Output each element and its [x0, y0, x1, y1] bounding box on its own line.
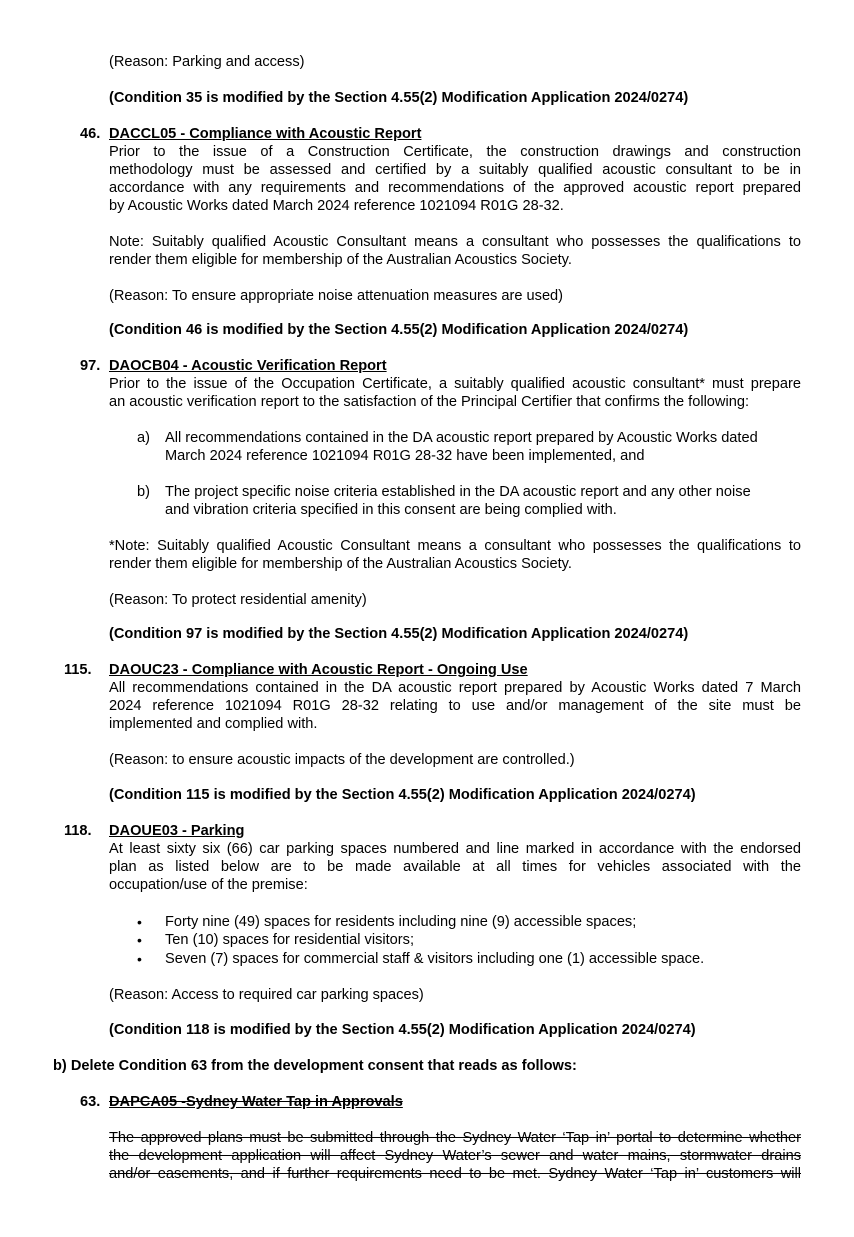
condition-46-body-line: accordance with any requirements and recommendations of the approved acoustic report prepared — [109, 180, 801, 196]
condition-118-body-line: At least sixty six (66) car parking spaces numbered and line marked in accordance with the endorsed — [109, 841, 801, 857]
condition-118-reason: (Reason: Access to required car parking spaces) — [109, 987, 424, 1003]
condition-115-modified-note: (Condition 115 is modified by the Section 4.55(2) Modification Application 2024/0274) — [109, 787, 696, 803]
condition-118-title: DAOUE03 - Parking — [109, 823, 245, 839]
condition-115-body-line: All recommendations contained in the DA acoustic report prepared by Acoustic Works dated 7 March — [109, 680, 801, 696]
condition-115-body-line: 2024 reference 1021094 R01G 28-32 relating to use and/or management of the site must be — [109, 698, 801, 714]
condition-97-item-a-line: All recommendations contained in the DA acoustic report prepared by Acoustic Works dated — [165, 430, 758, 446]
condition-97-modified-note: (Condition 97 is modified by the Section 4.55(2) Modification Application 2024/0274) — [109, 626, 689, 642]
bullet-marker: • — [137, 914, 142, 930]
condition-97-item-b-marker: b) — [137, 484, 150, 500]
condition-46-reason: (Reason: To ensure appropriate noise attenuation measures are used) — [109, 288, 564, 304]
condition-118-body-line: plan as listed below are to be made available at all times for vehicles associated with the — [109, 859, 801, 875]
condition-115-title: DAOUC23 - Compliance with Acoustic Report - Ongoing Use — [109, 662, 528, 678]
condition-35-modified-note: (Condition 35 is modified by the Section 4.55(2) Modification Application 2024/0274) — [109, 90, 689, 106]
condition-46-modified-note: (Condition 46 is modified by the Section 4.55(2) Modification Application 2024/0274) — [109, 322, 689, 338]
section-b-heading: b) Delete Condition 63 from the development consent that reads as follows: — [53, 1058, 577, 1074]
condition-118-bullet-item: Forty nine (49) spaces for residents including nine (9) accessible spaces; — [165, 914, 637, 930]
condition-63-body-line: and/or easements, and if further requirements need to be met. Sydney Water ‘Tap in’ customers will — [109, 1166, 801, 1182]
condition-118-modified-note: (Condition 118 is modified by the Section 4.55(2) Modification Application 2024/0274) — [109, 1022, 696, 1038]
condition-118-body-line: occupation/use of the premise: — [109, 877, 308, 893]
condition-97-body-line: Prior to the issue of the Occupation Certificate, a suitably qualified acoustic consultant* must prepare — [109, 376, 801, 392]
condition-46-number: 46. — [80, 126, 101, 142]
condition-97-note-line: *Note: Suitably qualified Acoustic Consultant means a consultant who possesses the qualifications to — [109, 538, 801, 554]
condition-115-number: 115. — [64, 662, 92, 678]
condition-118-bullet-item: Ten (10) spaces for residential visitors; — [165, 932, 415, 948]
condition-97-item-a-marker: a) — [137, 430, 150, 446]
condition-97-item-a-line: March 2024 reference 1021094 R01G 28-32 have been implemented, and — [165, 448, 645, 464]
condition-115-reason: (Reason: to ensure acoustic impacts of the development are controlled.) — [109, 752, 575, 768]
condition-118-number: 118. — [64, 823, 92, 839]
condition-63-title: DAPCA05 -Sydney Water Tap in Approvals — [109, 1094, 403, 1110]
condition-118-bullet-item: Seven (7) spaces for commercial staff & visitors including one (1) accessible space. — [165, 951, 705, 967]
condition-46-note-line: render them eligible for membership of the Australian Acoustics Society. — [109, 252, 572, 268]
condition-46-body-line: by Acoustic Works dated March 2024 reference 1021094 R01G 28-32. — [109, 198, 564, 214]
condition-97-body-line: an acoustic verification report to the satisfaction of the Principal Certifier that confirms the following: — [109, 394, 749, 410]
condition-97-reason: (Reason: To protect residential amenity) — [109, 592, 367, 608]
condition-97-note-line: render them eligible for membership of the Australian Acoustics Society. — [109, 556, 572, 572]
bullet-marker: • — [137, 932, 142, 948]
condition-46-body-line: Prior to the issue of a Construction Certificate, the construction drawings and construction — [109, 144, 801, 160]
condition-97-number: 97. — [80, 358, 101, 374]
condition-97-title: DAOCB04 - Acoustic Verification Report — [109, 358, 387, 374]
condition-63-number: 63. — [80, 1094, 101, 1110]
bullet-marker: • — [137, 951, 142, 967]
condition-46-title: DACCL05 - Compliance with Acoustic Report — [109, 126, 422, 142]
condition-46-note-line: Note: Suitably qualified Acoustic Consultant means a consultant who possesses the qualifications to — [109, 234, 801, 250]
condition-35-reason: (Reason: Parking and access) — [109, 54, 305, 70]
condition-115-body-line: implemented and complied with. — [109, 716, 318, 732]
condition-46-body-line: methodology must be assessed and certified by a suitably qualified acoustic consultant to be in — [109, 162, 801, 178]
condition-63-body-line: The approved plans must be submitted through the Sydney Water ‘Tap in’ portal to determine whether — [109, 1130, 801, 1146]
condition-97-item-b-line: The project specific noise criteria established in the DA acoustic report and any other noise — [165, 484, 751, 500]
condition-97-item-b-line: and vibration criteria specified in this consent are being complied with. — [165, 502, 617, 518]
condition-63-body-line: the development application will affect Sydney Water’s sewer and water mains, stormwater drains — [109, 1148, 801, 1164]
